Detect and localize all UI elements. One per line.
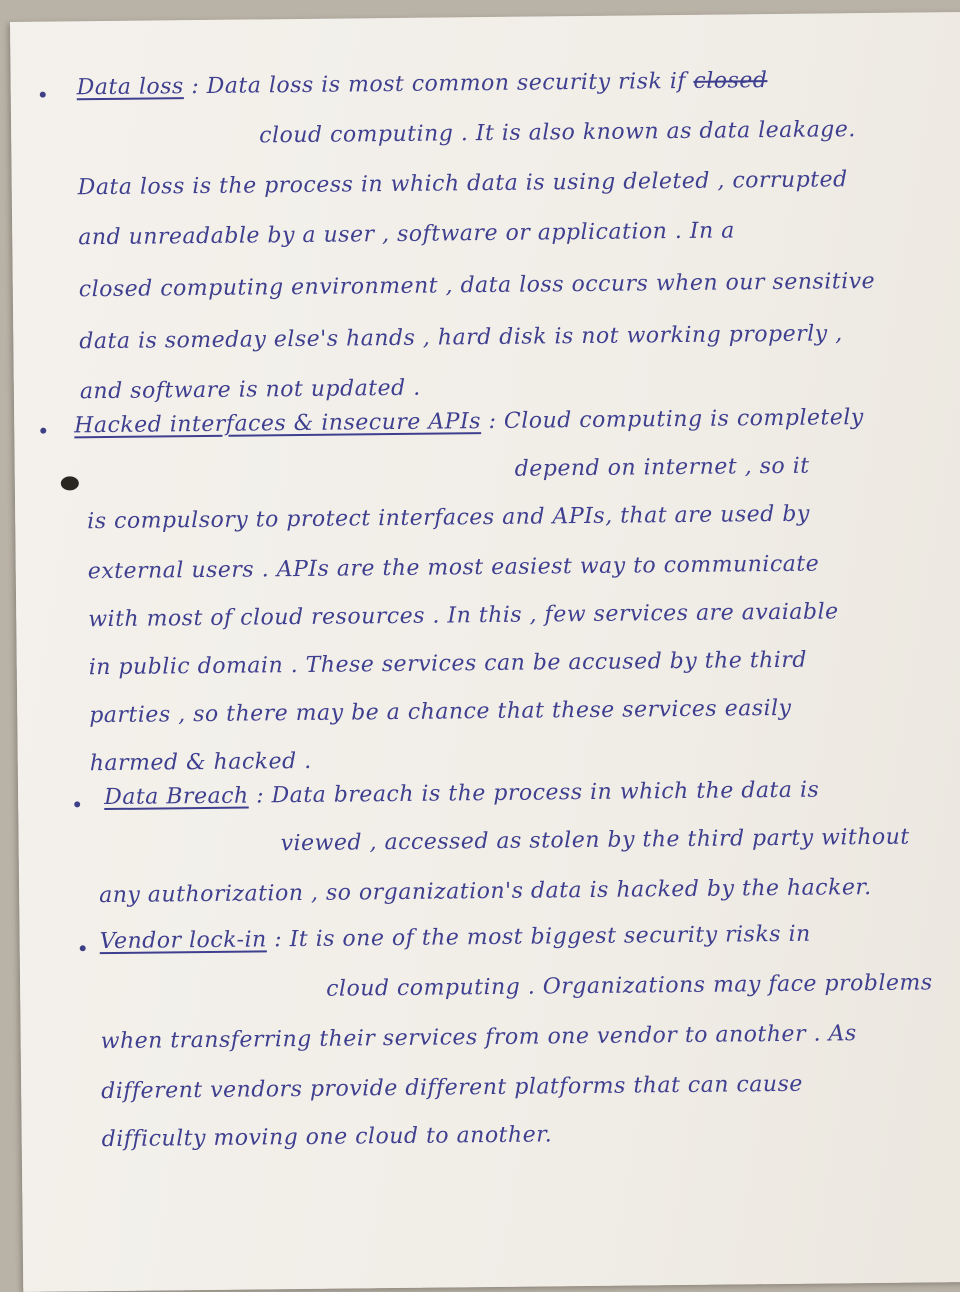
heading-vendor-lock-in: Vendor lock-in [99, 927, 267, 955]
bullet-point [40, 428, 46, 434]
heading-hacked-interfaces: Hacked interfaces & insecure APIs [74, 409, 482, 439]
note-line: harmed & hacked . [89, 748, 312, 777]
note-line: in public domain . These services can be accused by the third [88, 647, 808, 681]
note-line: difficulty moving one cloud to another. [101, 1122, 553, 1153]
note-line: external users . APIs are the most easiest way to communicate [87, 551, 820, 585]
separator: : [488, 408, 497, 435]
note-line: different vendors provide different platforms that can cause [101, 1071, 803, 1105]
section-data-loss-line-1: Data loss : Data loss is most common security risk if closed [76, 68, 768, 101]
bullet-point [40, 92, 46, 98]
note-line: is compulsory to protect interfaces and APIs, that are used by [87, 501, 810, 535]
struck-word: closed [693, 68, 768, 94]
note-line: cloud computing . It is also known as data leakage. [259, 117, 856, 149]
separator: : [256, 783, 265, 809]
note-line: data is someday else's hands , hard disk is not working properly , [79, 321, 843, 355]
separator: : [191, 74, 200, 100]
separator: : [274, 927, 283, 953]
note-line: any authorization , so organization's data is hacked by the hacker. [99, 875, 872, 909]
heading-data-breach: Data Breach [103, 783, 249, 811]
punch-hole-top [61, 476, 79, 490]
bullet-point [80, 945, 86, 951]
note-line: Data loss is the process in which data is using deleted , corrupted [77, 167, 848, 201]
notebook-page [10, 12, 960, 1292]
heading-data-loss: Data loss [76, 74, 184, 101]
note-line: cloud computing . Organizations may face problems [326, 970, 933, 1002]
note-line: viewed , accessed as stolen by the third party without [280, 824, 910, 857]
section-hacked-interfaces-line-1: Hacked interfaces & insecure APIs : Cloud computing is completely [74, 405, 864, 439]
note-line: and unreadable by a user , software or application . In a [78, 218, 735, 251]
bullet-point [74, 801, 80, 807]
note-line: parties , so there may be a chance that these services easily [89, 695, 792, 729]
note-line: with most of cloud resources . In this , few services are avaiable [88, 599, 839, 633]
note-line: and software is not updated . [79, 375, 421, 405]
note-line: depend on internet , so it [514, 453, 810, 482]
note-line: when transferring their services from one vendor to another . As [100, 1021, 857, 1055]
section-data-breach-line-1: Data Breach : Data breach is the process in which the data is [103, 777, 820, 811]
section-vendor-lock-in-line-1: Vendor lock-in : It is one of the most biggest security risks in [99, 921, 811, 955]
note-line: closed computing environment , data loss occurs when our sensitive [78, 268, 876, 303]
